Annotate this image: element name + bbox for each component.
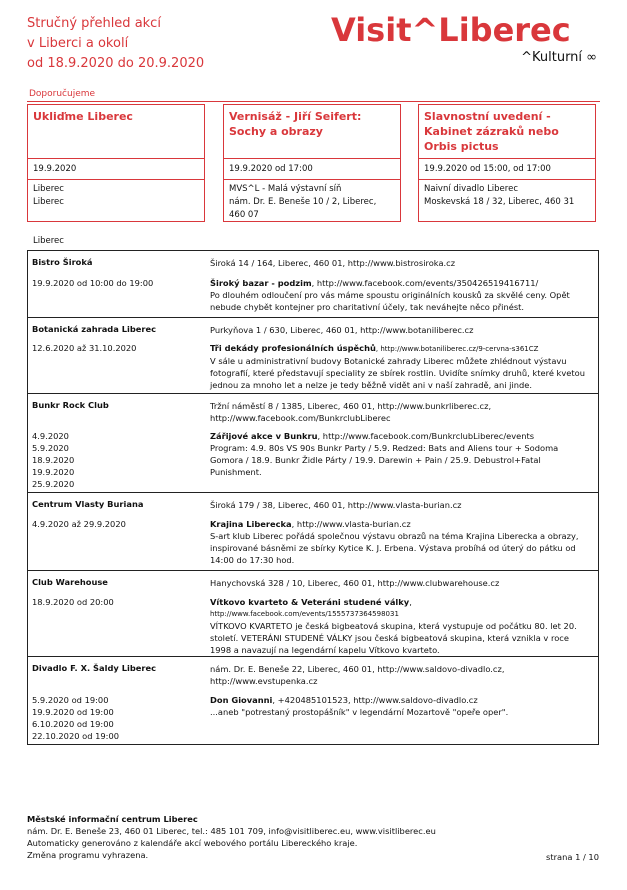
venue-address[interactable]: Tržní náměstí 8 / 1385, Liberec, 460 01, http://www.bunkrliberec.cz, http://www.facebook.com/BunkrclubLiberec: [210, 401, 492, 423]
event-dates: [32, 518, 202, 530]
event-date: 4.9.2020 až 29.9.2020: [32, 519, 126, 529]
event-date: 25.9.2020: [32, 479, 75, 489]
event-date: 5.9.2020 od 19:00: [32, 695, 109, 705]
event-dates: [32, 430, 202, 490]
events-table: [27, 250, 599, 745]
event-date: 12.6.2020 až 31.10.2020: [32, 343, 137, 353]
card-title: Slavnostní uvedení - Kabinet zázraků nebo Orbis pictus: [419, 105, 595, 159]
event-date: 5.9.2020: [32, 443, 69, 453]
page-number: strana 1 / 10: [546, 852, 599, 862]
event-dates: [32, 596, 202, 608]
header-title-line1: Stručný přehled akcí: [27, 16, 161, 31]
card-date: 19.9.2020: [28, 159, 204, 180]
footer-disclaimer: Změna programu vyhrazena.: [27, 850, 149, 860]
event-title[interactable]: Don Giovanni: [210, 695, 273, 705]
recommended-card[interactable]: [418, 104, 596, 222]
footer-contact[interactable]: nám. Dr. E. Beneše 23, 460 01 Liberec, tel.: 485 101 709, info@visitliberec.eu, www.visitliberec.eu: [27, 826, 436, 836]
event-description: VÍTKOVO KVARTETO je česká bigbeatová skupina, která vystupuje od počátku 80. let 20. století. VETERÁNI STUDENÉ VÁLKY jsou česká bigbeatová skupina, která vznikla v roce 1998 a navazují na legendární kapelu Vítkovo kvarteto.: [210, 621, 577, 655]
card-address: Liberec: [33, 197, 64, 207]
venue-name: Botanická zahrada Liberec: [32, 324, 157, 334]
recommended-divider: [27, 101, 600, 103]
card-address: nám. Dr. E. Beneše 10 / 2, Liberec, 460 07: [229, 197, 377, 220]
event-title[interactable]: Krajina Liberecka: [210, 519, 292, 529]
event-info: [210, 430, 592, 478]
event-info: [210, 596, 592, 656]
card-venue: Naivní divadlo Liberec: [424, 184, 518, 194]
footer-org: Městské informační centrum Liberec: [27, 814, 198, 824]
header-date-range: od 18.9.2020 do 20.9.2020: [27, 56, 205, 71]
venue-name: Club Warehouse: [32, 577, 108, 587]
footer: [27, 813, 599, 861]
venue-address[interactable]: Široká 14 / 164, Liberec, 460 01, http://www.bistrosiroka.cz: [210, 258, 456, 268]
card-venue: MVS^L - Malá výstavní síň: [229, 184, 342, 194]
table-row: [28, 251, 598, 318]
card-venue: Liberec: [33, 184, 64, 194]
footer-note: Automaticky generováno z kalendáře akcí webového portálu Libereckého kraje.: [27, 838, 358, 848]
recommended-label: Doporučujeme: [29, 89, 96, 99]
event-description: Po dlouhém odloučení pro vás máme spoustu originálních kousků za skvělé ceny. Opět nebude chybět kontejner pro charitativní účely, tak neváhejte něco přinést.: [210, 290, 570, 312]
event-info: [210, 277, 592, 313]
venue-name: Bistro Široká: [32, 257, 93, 267]
table-row: [28, 318, 598, 394]
event-description: V sále u administrativní budovy Botanické zahrady Liberec můžete zhlédnout výstavu fotografií, které představují speciality ze sbírek rostlin. Uvidíte snímky druhů, které kvetou jednou za mnoho let a nelze je tedy běžně vidět ani v naší zahradě, ani jinde.: [210, 356, 585, 390]
venue-address[interactable]: Hanychovská 328 / 10, Liberec, 460 01, http://www.clubwarehouse.cz: [210, 578, 500, 588]
card-title: Ukliďme Liberec: [28, 105, 204, 159]
card-title: Vernisáž - Jiří Seifert: Sochy a obrazy: [224, 105, 400, 159]
logo-subtitle: ^Kulturní ∞: [521, 50, 597, 65]
event-info: [210, 342, 592, 391]
event-title[interactable]: Tři dekády profesionálních úspěchů: [210, 343, 376, 353]
card-date: 19.9.2020 od 15:00, od 17:00: [419, 159, 595, 180]
event-link[interactable]: , http://www.botaniliberec.cz/9-cervna-s361CZ: [375, 345, 539, 353]
event-link[interactable]: , http://www.vlasta-burian.cz: [291, 519, 411, 529]
event-info: [210, 518, 592, 566]
event-date: 18.9.2020: [32, 455, 75, 465]
card-place: [28, 180, 204, 212]
event-date: 19.9.2020 od 19:00: [32, 707, 114, 717]
visit-liberec-logo: [331, 12, 599, 72]
event-date: 19.9.2020 od 10:00 do 19:00: [32, 278, 154, 288]
venue-address[interactable]: nám. Dr. E. Beneše 22, Liberec, 460 01, http://www.saldovo-divadlo.cz, http://www.evstupenka.cz: [210, 664, 505, 686]
event-title[interactable]: Zářijové akce v Bunkru: [210, 431, 318, 441]
event-date: 4.9.2020: [32, 431, 69, 441]
event-description: S-art klub Liberec pořádá společnou výstavu obrazů na téma Krajina Liberecka a obrazy, inspirované básněmi ze sbírky Kytice K. J. Erbena. Výstava probíhá od úterý do pátku od 14:00 do 17:30 hod.: [210, 531, 579, 565]
event-link[interactable]: , http://www.facebook.com/events/350426519416711/: [311, 278, 539, 288]
event-date: 18.9.2020 od 20:00: [32, 597, 114, 607]
venue-address[interactable]: Purkyňova 1 / 630, Liberec, 460 01, http://www.botaniliberec.cz: [210, 325, 474, 335]
venue-address[interactable]: Široká 179 / 38, Liberec, 460 01, http://www.vlasta-burian.cz: [210, 500, 462, 510]
logo-wordmark: Visit^Liberec: [331, 11, 571, 49]
event-link[interactable]: http://www.facebook.com/events/1555737364598031: [210, 610, 399, 618]
event-description: Program: 4.9. 80s VS 90s Bunkr Party / 5.9. Redzed: Bats and Aliens tour + Sodoma Gomora / 18.9. Bunkr Židle Párty / 19.9. Darewin + Pain / 25.9. Debustrol+Fatal Punishment.: [210, 443, 559, 477]
recommended-card[interactable]: [223, 104, 401, 222]
event-date: 19.9.2020: [32, 467, 75, 477]
event-title[interactable]: Vítkovo kvarteto & Veteráni studené války: [210, 597, 410, 607]
table-row: [28, 394, 598, 493]
event-dates: [32, 342, 202, 354]
table-row: [28, 571, 598, 657]
list-section-label: Liberec: [33, 236, 64, 246]
event-link[interactable]: ,: [409, 597, 412, 607]
recommended-card[interactable]: [27, 104, 205, 222]
event-link[interactable]: , http://www.facebook.com/BunkrclubLiberec/events: [317, 431, 535, 441]
event-title[interactable]: Široký bazar - podzim: [210, 278, 312, 288]
header-title: [27, 14, 287, 74]
event-dates: [32, 694, 202, 742]
event-dates: [32, 277, 202, 289]
header-title-line2: v Liberci a okolí: [27, 36, 129, 51]
table-row: [28, 657, 598, 744]
venue-name: Centrum Vlasty Buriana: [32, 499, 144, 509]
event-date: 6.10.2020 od 19:00: [32, 719, 114, 729]
card-address: Moskevská 18 / 32, Liberec, 460 31: [424, 197, 575, 207]
event-description: ...aneb "potrestaný prostopášník" v legendární Mozartově "opeře oper".: [210, 707, 509, 717]
event-date: 22.10.2020 od 19:00: [32, 731, 120, 741]
venue-name: Bunkr Rock Club: [32, 400, 109, 410]
card-date: 19.9.2020 od 17:00: [224, 159, 400, 180]
card-place: [419, 180, 595, 212]
venue-name: Divadlo F. X. Šaldy Liberec: [32, 663, 157, 673]
event-link[interactable]: , +420485101523, http://www.saldovo-divadlo.cz: [272, 695, 478, 705]
table-row: [28, 493, 598, 571]
event-info: [210, 694, 592, 718]
card-place: [224, 180, 400, 225]
